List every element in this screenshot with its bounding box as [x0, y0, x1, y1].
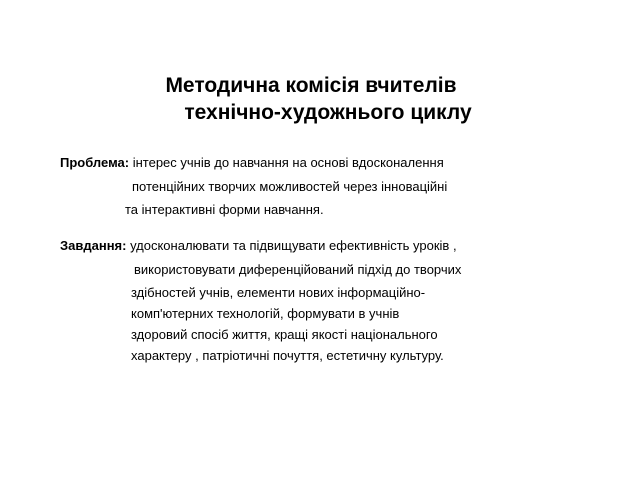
title-line-1: Методична комісія вчителів	[165, 74, 457, 97]
problem-line-3	[125, 202, 324, 218]
page-title	[0, 72, 640, 126]
task-text-6: характеру , патріотичні почуття, естетичну культуру.	[131, 348, 444, 363]
task-text-3: здібностей учнів, елементи нових інформаційно-	[131, 285, 426, 300]
problem-line-2	[132, 179, 447, 195]
problem-label: Проблема:	[60, 155, 130, 170]
task-label: Завдання:	[60, 238, 127, 253]
task-line-5	[131, 327, 438, 343]
task-line-2	[134, 262, 461, 278]
problem-text-2: потенційних творчих можливостей через інноваційні	[132, 179, 448, 194]
task-text-1: удосконалювати та підвищувати ефективність уроків ,	[130, 238, 457, 253]
title-line-2: технічно-художнього циклу	[184, 101, 472, 124]
task-line-3	[131, 285, 425, 301]
problem-line-1	[60, 155, 444, 171]
task-line-6	[131, 348, 444, 364]
task-text-4: комп'ютерних технологій, формувати в учнів	[131, 306, 400, 321]
problem-text-1: інтерес учнів до навчання на основі вдосконалення	[132, 155, 444, 170]
task-text-2: використовувати диференційований підхід до творчих	[134, 262, 462, 277]
task-text-5: здоровий спосіб життя, кращі якості національного	[131, 327, 438, 342]
task-line-4	[131, 306, 399, 322]
problem-text-3: та інтерактивні форми навчання.	[125, 202, 324, 217]
task-line-1	[60, 238, 457, 254]
